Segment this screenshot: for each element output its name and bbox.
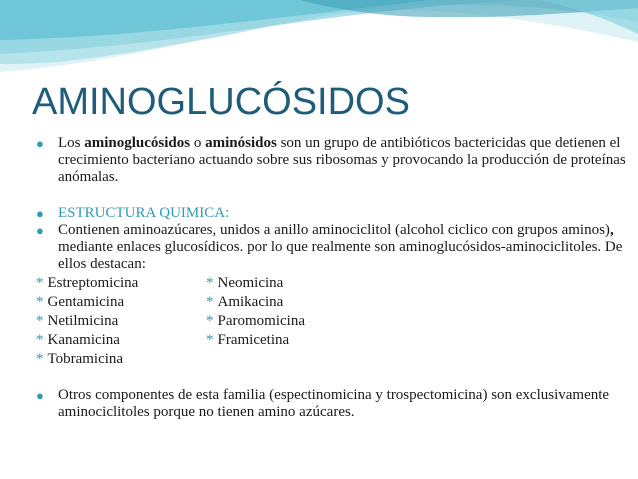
definition-text-part: Los xyxy=(58,135,85,151)
composition-text-part: mediante enlaces glucosídicos. por lo que realmente son aminoglucósidos-aminociclitoles. De ellos destacan: xyxy=(58,239,623,272)
star-marker: * xyxy=(36,351,44,367)
drug-item xyxy=(206,313,406,330)
star-marker: * xyxy=(206,275,214,291)
drug-item xyxy=(36,332,206,349)
star-marker: * xyxy=(206,294,214,310)
drug-name: Kanamicina xyxy=(47,332,120,348)
slide-content xyxy=(36,135,626,421)
composition-text xyxy=(58,222,626,273)
star-marker: * xyxy=(206,313,214,329)
drug-name: Framicetina xyxy=(217,332,290,348)
drug-item xyxy=(206,332,406,349)
spacer xyxy=(36,368,626,387)
bullet-definition xyxy=(36,135,626,186)
star-marker: * xyxy=(36,294,44,310)
bullet-icon: ● xyxy=(36,136,44,151)
composition-text-part: Contienen aminoazúcares, unidos a anillo aminociclitol (alcohol ciclico con grupos aminos) xyxy=(58,222,610,238)
drug-name: Gentamicina xyxy=(47,294,125,310)
drug-item xyxy=(36,294,206,311)
definition-text-part: o xyxy=(190,135,206,151)
star-marker: * xyxy=(36,332,44,348)
bullet-icon: ● xyxy=(36,206,44,221)
drug-name: Amikacina xyxy=(217,294,284,310)
star-marker: * xyxy=(36,275,44,291)
drug-item xyxy=(206,294,406,311)
drug-name: Neomicina xyxy=(217,275,284,291)
star-marker: * xyxy=(36,313,44,329)
slide-title: AMINOGLUCÓSIDOS xyxy=(32,81,410,123)
drug-item xyxy=(36,351,206,368)
drug-name: Paromomicina xyxy=(217,313,305,329)
estructura-heading: ESTRUCTURA QUIMICA: xyxy=(58,205,230,221)
otros-text: Otros componentes de esta familia (espectinomicina y trospectomicina) son exclusivamente aminociclitoles porque no tienen amino azúcares. xyxy=(58,387,610,420)
bullet-estructura xyxy=(36,205,626,222)
drug-name: Estreptomicina xyxy=(47,275,139,291)
drug-name: Tobramicina xyxy=(47,351,124,367)
composition-bold-mark: , xyxy=(609,222,614,238)
spacer xyxy=(36,186,626,205)
drug-name: Netilmicina xyxy=(47,313,119,329)
bullet-otros xyxy=(36,387,626,421)
definition-text xyxy=(58,135,626,186)
bullet-composition xyxy=(36,222,626,273)
drug-item xyxy=(36,313,206,330)
definition-bold-term: aminoglucósidos xyxy=(84,135,191,151)
drug-list xyxy=(36,275,626,368)
header-waves-decoration xyxy=(0,0,638,80)
drug-item xyxy=(206,275,406,292)
bullet-icon: ● xyxy=(36,388,44,403)
definition-text-part: son un grupo de antibióticos bactericidas que detienen el crecimiento bacteriano actuando sobre sus ribosomas y provocando la producción de proteínas anómalas. xyxy=(58,135,626,185)
star-marker: * xyxy=(206,332,214,348)
definition-bold-term: aminósidos xyxy=(205,135,277,151)
drug-item xyxy=(36,275,206,292)
bullet-icon: ● xyxy=(36,223,44,238)
